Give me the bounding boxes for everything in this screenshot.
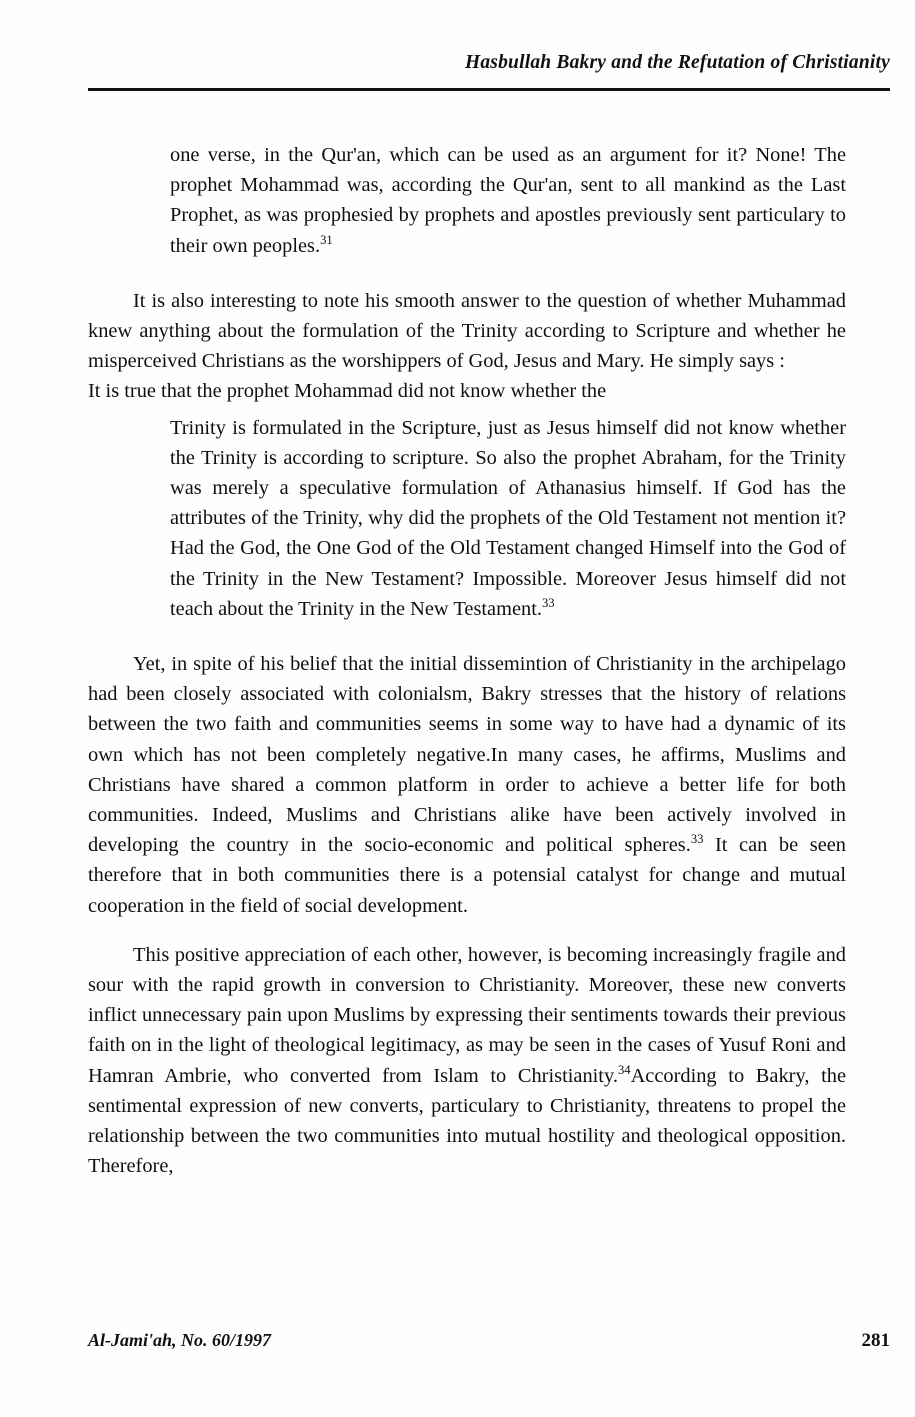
- running-head-title: Hasbullah Bakry and the Refutation of Christianity: [464, 52, 890, 73]
- paragraph-dissemination-part1: Yet, in spite of his belief that the initial dissemintion of Christianity in the archipelago had been closely associated with colonialsm, Bakry stresses that the history of relations between the two faith and communities seems in some way to have had a dynamic of its own which has not been completely negative.In many cases, he affirms, Muslims and Christians have shared a common platform in order to achieve a better life for both communities. Indeed, Muslims and Christians alike have been actively involved in developing the country in the socio-economic and political spheres.: [88, 653, 846, 857]
- paragraph-interesting-note: It is also interesting to note his smooth answer to the question of whether Muhammad knew anything about the formulation of the Trinity according to Scripture and whether he misperceived Christians as the worshippers of God, Jesus and Mary. He simply says :: [88, 289, 846, 373]
- quote-trinity-paragraph: [170, 413, 846, 624]
- footer-page-number: 281: [861, 1330, 890, 1351]
- quote-lead-in-line: It is true that the prophet Mohammad did not know whether the: [88, 380, 607, 403]
- page-footer: [88, 1330, 890, 1352]
- paragraph-positive-appreciation-part1: This positive appreciation of each other, however, is becoming increasingly fragile and sour with the rapid growth in conversion to Christianity. Moreover, these new converts inflict unnecessary pain upon Muslims by expressing their sentiments towards their previous faith on in the light of theological legitimacy, as may be seen in the cases of Yusuf Roni and Hamran Ambrie, who converted from Islam to Christianity.: [88, 943, 846, 1087]
- paragraph-dissemination-part2: It can be seen therefore that in both communities there is a potensial catalyst for change and mutual cooperation in the field of social development.: [88, 834, 846, 917]
- footnote-marker-33-quote: 33: [541, 596, 555, 611]
- spacer: [88, 261, 846, 273]
- paragraph-positive-appreciation: [88, 940, 846, 1182]
- footnote-marker-33-body: 33: [690, 832, 704, 847]
- header-rule-divider: [88, 88, 890, 91]
- paragraph-dissemination: [88, 649, 846, 921]
- footnote-marker-31: 31: [320, 232, 333, 247]
- text-column: [88, 140, 846, 1182]
- spacer: [88, 921, 846, 927]
- quote-continuation-block: [170, 140, 846, 261]
- paragraph-positive-appreciation-part2: According to Bakry, the sentimental expression of new converts, particulary to Christianity, threatens to propel the relationship between the two communities into mutual hostility and theological opposition. Therefore,: [88, 1064, 846, 1178]
- quote-trinity-text: Trinity is formulated in the Scripture, just as Jesus himself did not know whether the Trinity is according to scripture. So also the prophet Abraham, for the Trinity was merely a speculative formulation of Athanasius himself. If God has the attributes of the Trinity, why did the prophets of the Old Testament not mention it? Had the God, the One God of the Old Testament changed Himself into the God of the Trinity in the New Testament? Impossible. Moreover Jesus himself did not teach about the Trinity in the New Testament.: [170, 416, 846, 620]
- quote-trinity-block: [170, 413, 846, 624]
- footer-journal-citation: Al-Jami'ah, No. 60/1997: [88, 1330, 272, 1350]
- spacer: [88, 624, 846, 636]
- quote-continuation-paragraph: [170, 140, 846, 261]
- quote-continuation-text: one verse, in the Qur'an, which can be used as an argument for it? None! The prophet Mohammad was, according the Qur'an, sent to all mankind as the Last Prophet, as was prophesied by prophets and apostles previously sent particulary to their own peoples.: [170, 144, 846, 257]
- footnote-marker-34: 34: [617, 1062, 631, 1077]
